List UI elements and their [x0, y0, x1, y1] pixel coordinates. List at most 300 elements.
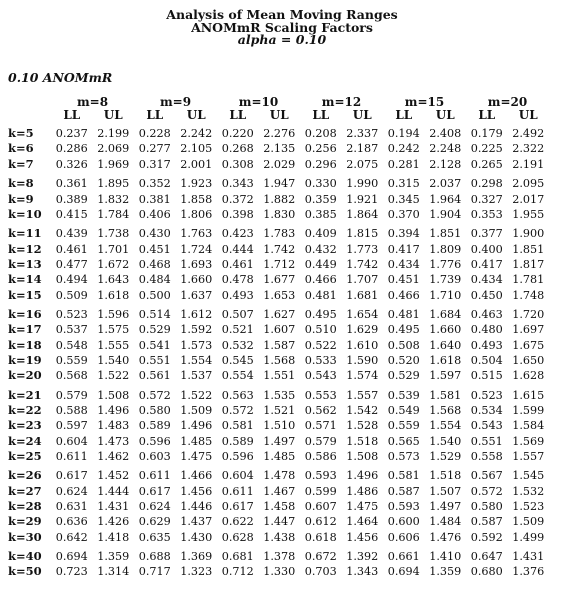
ll-value: 0.495	[304, 308, 337, 322]
ul-value: 1.323	[180, 565, 213, 579]
ul-value: 1.587	[263, 338, 296, 352]
ul-value: 1.378	[263, 550, 296, 564]
table-row	[8, 322, 549, 337]
ul-value: 1.485	[263, 449, 296, 463]
k-label: k=29	[8, 514, 42, 529]
ll-value: 0.588	[55, 403, 88, 417]
ul-value: 1.806	[180, 207, 213, 221]
k-label: k=19	[8, 352, 42, 367]
ll-header: LL	[478, 108, 496, 122]
ul-value: 1.508	[97, 388, 130, 402]
ul-value: 1.660	[180, 273, 213, 287]
ll-value: 0.688	[138, 550, 171, 564]
ll-value: 0.330	[304, 177, 337, 191]
ll-value: 0.237	[55, 127, 88, 141]
ll-value: 0.617	[55, 469, 88, 483]
ul-value: 1.693	[180, 257, 213, 271]
ll-value: 0.434	[387, 257, 420, 271]
ll-value: 0.604	[221, 469, 254, 483]
ll-value: 0.572	[470, 484, 503, 498]
ll-value: 0.559	[55, 353, 88, 367]
ll-value: 0.600	[387, 515, 420, 529]
ll-value: 0.606	[387, 530, 420, 544]
ll-value: 0.439	[55, 227, 88, 241]
ll-value: 0.381	[138, 192, 171, 206]
ll-value: 0.593	[387, 499, 420, 513]
k-label: k=16	[8, 307, 42, 322]
ul-value: 2.069	[97, 142, 130, 156]
ll-value: 0.573	[387, 449, 420, 463]
ll-value: 0.532	[221, 338, 254, 352]
table-row	[8, 449, 549, 464]
ul-value: 1.955	[512, 207, 545, 221]
ul-value: 1.584	[512, 419, 545, 433]
ul-value: 1.809	[429, 242, 462, 256]
ll-value: 0.208	[304, 127, 337, 141]
m-header: m=12	[321, 95, 362, 109]
ll-value: 0.242	[387, 142, 420, 156]
ll-value: 0.415	[55, 207, 88, 221]
ll-value: 0.558	[470, 449, 503, 463]
ll-value: 0.494	[55, 273, 88, 287]
k-label: k=23	[8, 418, 42, 433]
ll-value: 0.545	[221, 353, 254, 367]
ul-value: 1.343	[346, 565, 379, 579]
ll-value: 0.603	[138, 449, 171, 463]
ll-value: 0.589	[221, 434, 254, 448]
ll-header: LL	[146, 108, 164, 122]
ll-value: 0.398	[221, 207, 254, 221]
table-row	[8, 484, 549, 499]
ul-value: 1.540	[97, 353, 130, 367]
ul-value: 1.551	[263, 369, 296, 383]
ll-value: 0.466	[387, 288, 420, 302]
ll-header: LL	[395, 108, 413, 122]
ul-value: 2.029	[263, 157, 296, 171]
table-row	[8, 307, 549, 322]
document-title: Analysis of Mean Moving Ranges	[166, 7, 398, 22]
ll-header: LL	[63, 108, 81, 122]
ll-value: 0.565	[387, 434, 420, 448]
k-label: k=10	[8, 206, 42, 221]
ul-value: 1.497	[429, 499, 462, 513]
ll-value: 0.597	[55, 419, 88, 433]
ll-value: 0.514	[138, 308, 171, 322]
ul-value: 1.359	[97, 550, 130, 564]
ll-value: 0.694	[387, 565, 420, 579]
ul-value: 1.858	[180, 192, 213, 206]
ul-value: 1.484	[429, 515, 462, 529]
ul-value: 2.337	[346, 127, 379, 141]
ul-value: 1.900	[512, 227, 545, 241]
ul-value: 1.467	[263, 484, 296, 498]
ul-value: 1.710	[429, 288, 462, 302]
ul-value: 2.128	[429, 157, 462, 171]
ll-value: 0.559	[387, 419, 420, 433]
ll-value: 0.554	[221, 369, 254, 383]
k-label: k=30	[8, 529, 42, 544]
ll-value: 0.548	[55, 338, 88, 352]
k-label: k=7	[8, 156, 34, 171]
ll-value: 0.703	[304, 565, 337, 579]
m-header: m=9	[159, 95, 192, 109]
ul-value: 1.509	[512, 515, 545, 529]
ll-value: 0.296	[304, 157, 337, 171]
header-corner	[8, 96, 51, 109]
ul-value: 1.509	[180, 403, 213, 417]
ll-value: 0.543	[304, 369, 337, 383]
ul-value: 2.199	[97, 127, 130, 141]
ul-value: 1.456	[180, 484, 213, 498]
ul-value: 1.590	[346, 353, 379, 367]
section-label: 0.10 ANOMmR	[8, 70, 113, 85]
ul-header: UL	[435, 108, 455, 122]
ul-value: 1.314	[97, 565, 130, 579]
ul-value: 1.627	[263, 308, 296, 322]
ul-value: 1.895	[97, 177, 130, 191]
ll-value: 0.534	[470, 403, 503, 417]
k-label: k=9	[8, 191, 34, 206]
ll-value: 0.343	[221, 177, 254, 191]
k-label: k=40	[8, 549, 42, 564]
ul-value: 1.923	[180, 177, 213, 191]
ul-header: UL	[269, 108, 289, 122]
ll-value: 0.286	[55, 142, 88, 156]
ll-value: 0.298	[470, 177, 503, 191]
table-row	[8, 368, 549, 383]
ll-value: 0.717	[138, 565, 171, 579]
ll-value: 0.385	[304, 207, 337, 221]
ul-value: 2.248	[429, 142, 462, 156]
ll-value: 0.359	[304, 192, 337, 206]
ll-value: 0.611	[221, 484, 254, 498]
table-row	[8, 126, 549, 141]
ll-value: 0.493	[221, 288, 254, 302]
ll-value: 0.377	[470, 227, 503, 241]
ul-value: 1.485	[180, 434, 213, 448]
ul-value: 1.615	[512, 388, 545, 402]
ll-value: 0.611	[55, 449, 88, 463]
ul-value: 1.672	[97, 257, 130, 271]
ul-value: 1.783	[263, 227, 296, 241]
ll-value: 0.561	[138, 369, 171, 383]
ll-value: 0.317	[138, 157, 171, 171]
k-label: k=11	[8, 226, 42, 241]
ul-value: 1.475	[180, 449, 213, 463]
ll-value: 0.509	[55, 288, 88, 302]
ul-value: 1.532	[512, 484, 545, 498]
ul-value: 1.518	[346, 434, 379, 448]
ll-value: 0.451	[138, 242, 171, 256]
k-label: k=24	[8, 433, 42, 448]
ul-value: 1.483	[97, 419, 130, 433]
ll-value: 0.220	[221, 127, 254, 141]
ul-value: 1.650	[512, 353, 545, 367]
ul-value: 1.707	[346, 273, 379, 287]
k-label: k=50	[8, 564, 42, 579]
table-row	[8, 514, 549, 529]
ul-value: 1.369	[180, 550, 213, 564]
ul-value: 1.431	[512, 550, 545, 564]
ll-value: 0.451	[387, 273, 420, 287]
ll-value: 0.672	[304, 550, 337, 564]
ul-value: 1.654	[346, 308, 379, 322]
ul-value: 1.629	[346, 323, 379, 337]
ll-value: 0.432	[304, 242, 337, 256]
ll-value: 0.636	[55, 515, 88, 529]
ul-value: 2.105	[180, 142, 213, 156]
ul-value: 1.776	[429, 257, 462, 271]
ll-value: 0.268	[221, 142, 254, 156]
ul-header: UL	[103, 108, 123, 122]
ll-value: 0.406	[138, 207, 171, 221]
k-label: k=27	[8, 483, 42, 498]
k-label: k=18	[8, 337, 42, 352]
ul-value: 1.392	[346, 550, 379, 564]
ul-value: 1.653	[263, 288, 296, 302]
ul-value: 1.610	[346, 338, 379, 352]
ul-value: 1.522	[97, 369, 130, 383]
ul-value: 1.447	[263, 515, 296, 529]
ll-value: 0.581	[387, 469, 420, 483]
ul-value: 1.557	[512, 449, 545, 463]
m-header: m=20	[487, 95, 528, 109]
ll-value: 0.430	[138, 227, 171, 241]
ul-value: 1.529	[429, 449, 462, 463]
ul-value: 1.618	[97, 288, 130, 302]
ul-value: 1.742	[263, 242, 296, 256]
ul-value: 1.535	[263, 388, 296, 402]
ul-value: 1.475	[346, 499, 379, 513]
document-header	[0, 9, 564, 47]
ul-value: 2.095	[512, 177, 545, 191]
table-row	[8, 257, 549, 272]
ul-value: 1.739	[429, 273, 462, 287]
ul-value: 2.037	[429, 177, 462, 191]
ul-value: 1.969	[97, 157, 130, 171]
ul-value: 2.242	[180, 127, 213, 141]
m-header: m=15	[404, 95, 445, 109]
ul-value: 2.322	[512, 142, 545, 156]
ul-value: 1.618	[429, 353, 462, 367]
ll-value: 0.352	[138, 177, 171, 191]
ul-value: 1.640	[429, 338, 462, 352]
k-label: k=20	[8, 368, 42, 383]
ll-ul-header-row	[8, 109, 549, 122]
k-label: k=8	[8, 176, 34, 191]
ll-value: 0.568	[55, 369, 88, 383]
ll-header: LL	[312, 108, 330, 122]
ll-value: 0.327	[470, 192, 503, 206]
ul-value: 1.947	[263, 177, 296, 191]
k-label: k=17	[8, 322, 42, 337]
ll-value: 0.629	[138, 515, 171, 529]
k-label: k=26	[8, 468, 42, 483]
ul-value: 1.496	[180, 419, 213, 433]
ul-value: 1.478	[263, 469, 296, 483]
ll-value: 0.308	[221, 157, 254, 171]
ul-value: 1.990	[346, 177, 379, 191]
ll-value: 0.461	[221, 257, 254, 271]
ul-value: 1.466	[180, 469, 213, 483]
ul-value: 1.568	[429, 403, 462, 417]
ll-value: 0.712	[221, 565, 254, 579]
ul-value: 1.473	[97, 434, 130, 448]
ul-value: 1.581	[429, 388, 462, 402]
scaling-factors-table-wrap	[8, 96, 560, 580]
ll-value: 0.510	[304, 323, 337, 337]
ll-value: 0.480	[470, 323, 503, 337]
ll-value: 0.579	[304, 434, 337, 448]
ul-header: UL	[352, 108, 372, 122]
table-row	[8, 338, 549, 353]
ul-value: 1.497	[263, 434, 296, 448]
ul-value: 1.555	[97, 338, 130, 352]
ul-value: 1.597	[429, 369, 462, 383]
table-row	[8, 403, 549, 418]
ul-value: 1.464	[346, 515, 379, 529]
ll-value: 0.504	[470, 353, 503, 367]
ll-value: 0.587	[470, 515, 503, 529]
ul-value: 1.596	[97, 308, 130, 322]
ll-value: 0.484	[138, 273, 171, 287]
ll-value: 0.478	[221, 273, 254, 287]
ll-value: 0.353	[470, 207, 503, 221]
ll-value: 0.466	[304, 273, 337, 287]
ul-value: 1.568	[263, 353, 296, 367]
ll-value: 0.617	[221, 499, 254, 513]
ll-value: 0.481	[304, 288, 337, 302]
ul-value: 1.430	[180, 530, 213, 544]
ll-value: 0.394	[387, 227, 420, 241]
ll-value: 0.409	[304, 227, 337, 241]
ll-value: 0.607	[304, 499, 337, 513]
k-label: k=5	[8, 126, 34, 141]
ul-value: 1.817	[512, 257, 545, 271]
ll-value: 0.370	[387, 207, 420, 221]
ll-value: 0.417	[387, 242, 420, 256]
ul-value: 1.607	[263, 323, 296, 337]
ll-value: 0.449	[304, 257, 337, 271]
ll-value: 0.468	[138, 257, 171, 271]
ul-value: 1.510	[263, 419, 296, 433]
ul-value: 1.540	[429, 434, 462, 448]
ul-value: 1.523	[512, 499, 545, 513]
ul-value: 1.675	[512, 338, 545, 352]
ul-value: 1.660	[429, 323, 462, 337]
ll-value: 0.265	[470, 157, 503, 171]
ll-value: 0.326	[55, 157, 88, 171]
table-body	[8, 122, 549, 580]
k-label: k=12	[8, 241, 42, 256]
ul-value: 1.575	[97, 323, 130, 337]
ll-value: 0.515	[470, 369, 503, 383]
ll-value: 0.389	[55, 192, 88, 206]
k-label: k=13	[8, 256, 42, 271]
table-row	[8, 388, 549, 403]
ll-value: 0.642	[55, 530, 88, 544]
table-row	[8, 141, 549, 156]
table-row	[8, 288, 549, 303]
ul-value: 1.697	[512, 323, 545, 337]
table-row	[8, 418, 549, 433]
ll-value: 0.612	[304, 515, 337, 529]
ul-header: UL	[518, 108, 538, 122]
ll-value: 0.225	[470, 142, 503, 156]
ll-value: 0.596	[138, 434, 171, 448]
document-subtitle: ANOMmR Scaling Factors	[191, 19, 373, 35]
k-label: k=22	[8, 402, 42, 417]
ul-value: 1.476	[429, 530, 462, 544]
ul-value: 1.573	[180, 338, 213, 352]
ul-value: 1.431	[97, 499, 130, 513]
table-row	[8, 272, 549, 287]
ul-value: 1.574	[346, 369, 379, 383]
ll-value: 0.179	[470, 127, 503, 141]
ul-value: 2.075	[346, 157, 379, 171]
table-row	[8, 499, 549, 514]
ll-value: 0.571	[304, 419, 337, 433]
table-row	[8, 549, 549, 564]
ul-value: 1.437	[180, 515, 213, 529]
ll-value: 0.529	[387, 369, 420, 383]
ul-value: 2.001	[180, 157, 213, 171]
ul-value: 1.712	[263, 257, 296, 271]
ll-value: 0.194	[387, 127, 420, 141]
k-label: k=25	[8, 448, 42, 463]
k-label: k=6	[8, 141, 34, 156]
ll-value: 0.618	[304, 530, 337, 544]
ul-value: 1.681	[346, 288, 379, 302]
ul-value: 1.628	[512, 369, 545, 383]
ll-value: 0.553	[304, 388, 337, 402]
ul-value: 1.522	[180, 388, 213, 402]
ll-value: 0.580	[470, 499, 503, 513]
ll-value: 0.361	[55, 177, 88, 191]
table-row	[8, 468, 549, 483]
ll-value: 0.592	[470, 530, 503, 544]
ll-value: 0.589	[138, 419, 171, 433]
ll-value: 0.228	[138, 127, 171, 141]
table-row	[8, 353, 549, 368]
ll-value: 0.572	[221, 403, 254, 417]
ul-header: UL	[186, 108, 206, 122]
ll-value: 0.417	[470, 257, 503, 271]
ll-value: 0.543	[470, 419, 503, 433]
ll-value: 0.587	[387, 484, 420, 498]
ul-value: 1.720	[512, 308, 545, 322]
ll-value: 0.563	[221, 388, 254, 402]
ul-value: 1.359	[429, 565, 462, 579]
ul-value: 1.376	[512, 565, 545, 579]
ll-value: 0.522	[304, 338, 337, 352]
ul-value: 1.557	[346, 388, 379, 402]
ul-value: 1.781	[512, 273, 545, 287]
ul-value: 1.701	[97, 242, 130, 256]
table-row	[8, 157, 549, 172]
ul-value: 1.677	[263, 273, 296, 287]
ul-value: 1.904	[429, 207, 462, 221]
scaling-factors-table	[8, 96, 549, 580]
k-label: k=21	[8, 387, 42, 402]
ll-value: 0.345	[387, 192, 420, 206]
ll-value: 0.434	[470, 273, 503, 287]
ul-value: 1.724	[180, 242, 213, 256]
ll-value: 0.593	[304, 469, 337, 483]
ul-value: 2.276	[263, 127, 296, 141]
ll-value: 0.661	[387, 550, 420, 564]
ul-value: 1.545	[512, 469, 545, 483]
